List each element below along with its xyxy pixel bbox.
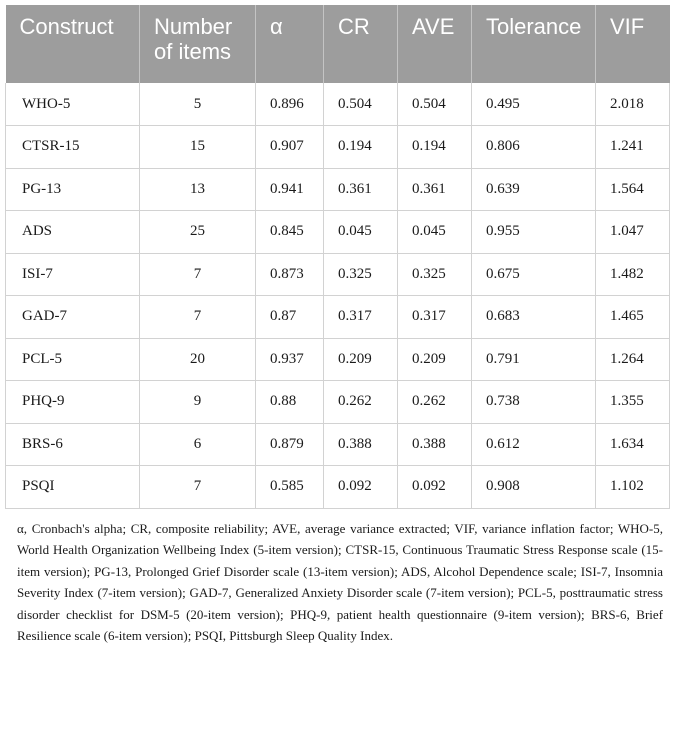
vif-cell: 1.634 [596,423,670,466]
ave-cell: 0.361 [398,168,472,211]
cr-cell: 0.388 [324,423,398,466]
ave-cell: 0.262 [398,381,472,424]
items-cell: 5 [140,83,256,126]
vif-cell: 1.047 [596,211,670,254]
tolerance-cell: 0.683 [472,296,596,339]
construct-cell: CTSR-15 [6,126,140,169]
alpha-cell: 0.87 [256,296,324,339]
cr-cell: 0.504 [324,83,398,126]
vif-cell: 1.102 [596,466,670,509]
items-cell: 7 [140,253,256,296]
vif-cell: 1.465 [596,296,670,339]
header-ave: AVE [398,5,472,83]
ave-cell: 0.388 [398,423,472,466]
ave-cell: 0.325 [398,253,472,296]
construct-cell: PG-13 [6,168,140,211]
tolerance-cell: 0.738 [472,381,596,424]
table-row [6,168,670,211]
vif-cell: 1.264 [596,338,670,381]
vif-cell: 1.564 [596,168,670,211]
table-row [6,381,670,424]
construct-cell: WHO-5 [6,83,140,126]
table-row [6,423,670,466]
cr-cell: 0.092 [324,466,398,509]
tolerance-cell: 0.908 [472,466,596,509]
vif-cell: 2.018 [596,83,670,126]
table-footnote: α, Cronbach's alpha; CR, composite reliability; AVE, average variance extracted; VIF, variance inflation factor; WHO-5, World Health Organization Wellbeing Index (5-item version); CTSR-15, Continuous Traumatic Stress Response scale (15-item version); PG-13, Prolonged Grief Disorder scale (13-item version); ADS, Alcohol Dependence scale; ISI-7, Insomnia Severity Index (7-item version); GAD-7, Generalized Anxiety Disorder scale (7-item version); PCL-5, posttraumatic stress disorder checklist for DSM-5 (20-item version); PHQ-9, patient health questionnaire (9-item version); BRS-6, Brief Resilience scale (6-item version); PSQI, Pittsburgh Sleep Quality Index. [17,520,663,643]
table-row [6,211,670,254]
items-cell: 13 [140,168,256,211]
ave-cell: 0.317 [398,296,472,339]
alpha-cell: 0.88 [256,381,324,424]
tolerance-cell: 0.639 [472,168,596,211]
alpha-cell: 0.873 [256,253,324,296]
tolerance-cell: 0.675 [472,253,596,296]
table-row [6,466,670,509]
cr-cell: 0.262 [324,381,398,424]
cr-cell: 0.317 [324,296,398,339]
alpha-cell: 0.941 [256,168,324,211]
alpha-cell: 0.585 [256,466,324,509]
construct-cell: PSQI [6,466,140,509]
ave-cell: 0.209 [398,338,472,381]
alpha-cell: 0.907 [256,126,324,169]
construct-cell: PHQ-9 [6,381,140,424]
alpha-cell: 0.896 [256,83,324,126]
header-vif: VIF [596,5,670,83]
construct-table [5,5,670,509]
alpha-cell: 0.845 [256,211,324,254]
alpha-cell: 0.937 [256,338,324,381]
header-tolerance: Tolerance [472,5,596,83]
alpha-cell: 0.879 [256,423,324,466]
header-alpha: α [256,5,324,83]
items-cell: 25 [140,211,256,254]
construct-cell: PCL-5 [6,338,140,381]
construct-cell: GAD-7 [6,296,140,339]
items-cell: 7 [140,296,256,339]
cr-cell: 0.209 [324,338,398,381]
header-cr: CR [324,5,398,83]
vif-cell: 1.482 [596,253,670,296]
header-number-of-items: Number of items [140,5,256,83]
items-cell: 7 [140,466,256,509]
tolerance-cell: 0.791 [472,338,596,381]
items-cell: 6 [140,423,256,466]
table-row [6,296,670,339]
table-body [6,83,670,508]
items-cell: 9 [140,381,256,424]
ave-cell: 0.504 [398,83,472,126]
items-cell: 20 [140,338,256,381]
vif-cell: 1.355 [596,381,670,424]
ave-cell: 0.194 [398,126,472,169]
cr-cell: 0.361 [324,168,398,211]
construct-cell: BRS-6 [6,423,140,466]
items-cell: 15 [140,126,256,169]
tolerance-cell: 0.806 [472,126,596,169]
cr-cell: 0.325 [324,253,398,296]
header-row [6,5,670,83]
ave-cell: 0.092 [398,466,472,509]
ave-cell: 0.045 [398,211,472,254]
header-construct: Construct [6,5,140,83]
table-header [6,5,670,83]
table-row [6,253,670,296]
tolerance-cell: 0.955 [472,211,596,254]
table-row [6,126,670,169]
cr-cell: 0.194 [324,126,398,169]
table-row [6,83,670,126]
document [5,5,669,647]
table-row [6,338,670,381]
vif-cell: 1.241 [596,126,670,169]
cr-cell: 0.045 [324,211,398,254]
tolerance-cell: 0.495 [472,83,596,126]
construct-cell: ISI-7 [6,253,140,296]
construct-cell: ADS [6,211,140,254]
tolerance-cell: 0.612 [472,423,596,466]
